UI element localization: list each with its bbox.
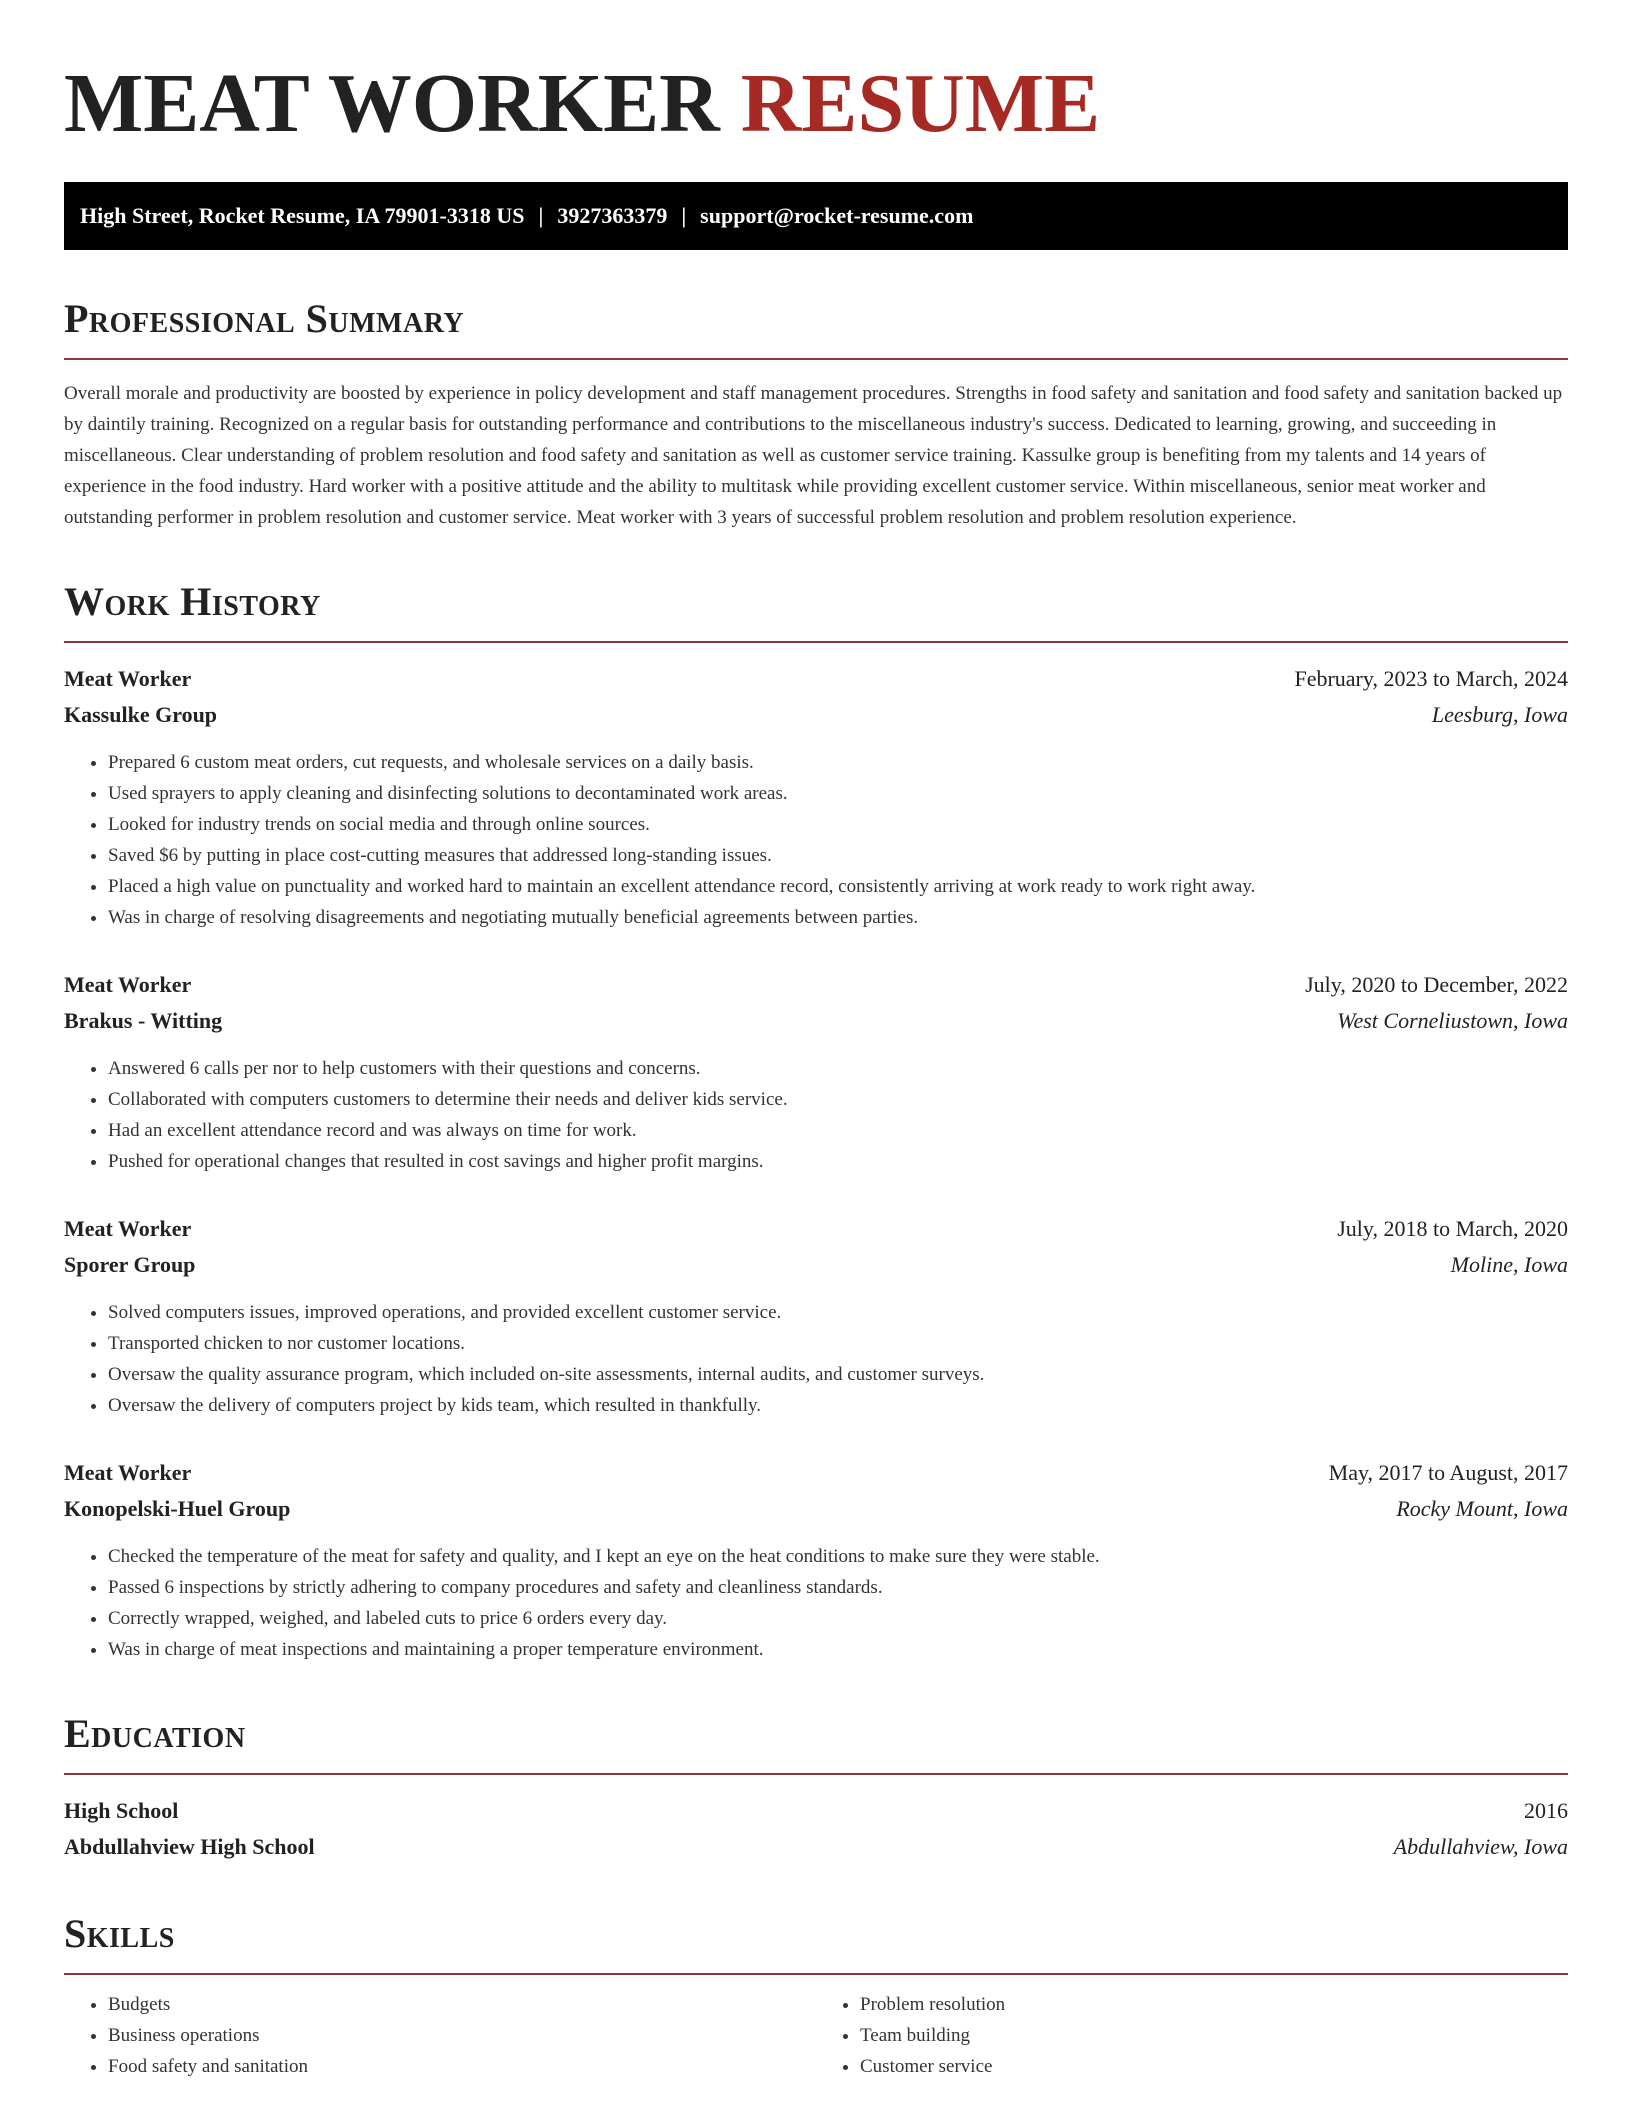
title-main: MEAT WORKER [64,57,720,150]
job-bullet: • Looked for industry trends on social media and through online sources. [108,809,1568,840]
job-bullet: • Used sprayers to apply cleaning and disinfecting solutions to decontaminated work areas. [108,778,1568,809]
job-location: Moline, Iowa [1450,1252,1568,1277]
work-history-heading: Work History [64,577,1568,643]
skills-columns [64,1989,1568,2082]
job-entry [64,967,1568,1177]
job-bullet: • Oversaw the quality assurance program, which included on-site assessments, internal audits, and customer surveys. [108,1359,1568,1390]
job-bullet: • Collaborated with computers customers to determine their needs and deliver kids service. [108,1084,1568,1115]
job-company: Sporer Group [64,1252,196,1277]
job-header-row [64,1211,1568,1247]
job-bullet: • Saved $6 by putting in place cost-cutting measures that addressed long-standing issues. [108,840,1568,871]
summary-heading: Professional Summary [64,294,1568,360]
skill-item: • Customer service [860,2051,1568,2082]
job-entry [64,661,1568,933]
education-degree: High School [64,1798,179,1823]
job-title: Meat Worker [64,1460,192,1485]
education-school-row [64,1829,1568,1865]
job-title: Meat Worker [64,972,192,997]
job-dates: July, 2020 to December, 2022 [1305,972,1568,997]
skills-heading: Skills [64,1909,1568,1975]
job-header-row [64,661,1568,697]
skills-column-left [64,1989,816,2082]
job-company: Kassulke Group [64,702,218,727]
contact-separator: | [681,203,687,228]
job-company-row [64,697,1568,733]
job-bullet: • Passed 6 inspections by strictly adhering to company procedures and safety and cleanliness standards. [108,1572,1568,1603]
job-bullet: • Had an excellent attendance record and was always on time for work. [108,1115,1568,1146]
job-bullet: • Prepared 6 custom meat orders, cut requests, and wholesale services on a daily basis. [108,747,1568,778]
education-school: Abdullahview High School [64,1834,315,1859]
job-bullet: • Was in charge of meat inspections and maintaining a proper temperature environment. [108,1634,1568,1665]
contact-phone: 3927363379 [557,203,668,228]
job-header-row [64,1455,1568,1491]
skills-column-right [816,1989,1568,2082]
job-bullet: • Answered 6 calls per nor to help customers with their questions and concerns. [108,1053,1568,1084]
skill-item: • Food safety and sanitation [108,2051,816,2082]
work-history-section [64,577,1568,1665]
education-degree-row [64,1793,1568,1829]
skill-item: • Budgets [108,1989,816,2020]
title-accent: RESUME [740,57,1101,150]
summary-text: Overall morale and productivity are boosted by experience in policy development and staff management procedures. Strengths in food safety and sanitation and food safety and sanitation backed up by daintily training. Recognized on a regular basis for outstanding performance and contributions to the miscellaneous industry's success. Dedicated to learning, growing, and succeeding in miscellaneous. Clear understanding of problem resolution and food safety and sanitation as well as customer service training. Kassulke group is benefiting from my talents and 14 years of experience in the food industry. Hard worker with a positive attitude and the ability to multitask while providing excellent customer service. Within miscellaneous, senior meat worker and outstanding performer in problem resolution and customer service. Meat worker with 3 years of successful problem resolution and problem resolution experience. [64,383,1563,528]
job-bullet: • Was in charge of resolving disagreements and negotiating mutually beneficial agreements between parties. [108,902,1568,933]
job-bullet: • Correctly wrapped, weighed, and labeled cuts to price 6 orders every day. [108,1603,1568,1634]
job-location: West Corneliustown, Iowa [1337,1008,1568,1033]
summary-section [64,294,1568,533]
job-bullet: • Oversaw the delivery of computers project by kids team, which resulted in thankfully. [108,1390,1568,1421]
skill-item: • Team building [860,2020,1568,2051]
job-title: Meat Worker [64,1216,192,1241]
education-entry [64,1793,1568,1865]
contact-bar [64,182,1568,250]
contact-separator: | [538,203,544,228]
education-section [64,1709,1568,1865]
skills-section [64,1909,1568,2082]
resume-page [64,0,1568,2082]
job-title: Meat Worker [64,666,192,691]
education-heading: Education [64,1709,1568,1775]
job-entry [64,1211,1568,1421]
education-year: 2016 [1524,1798,1568,1823]
job-bullet: • Solved computers issues, improved operations, and provided excellent customer service. [108,1297,1568,1328]
job-entry [64,1455,1568,1665]
job-bullets [64,1297,1568,1421]
job-bullet: • Checked the temperature of the meat for safety and quality, and I kept an eye on the heat conditions to make sure they were stable. [108,1541,1568,1572]
education-location: Abdullahview, Iowa [1393,1834,1568,1859]
job-bullets [64,747,1568,933]
job-dates: February, 2023 to March, 2024 [1294,666,1568,691]
job-bullets [64,1053,1568,1177]
job-bullet: • Placed a high value on punctuality and worked hard to maintain an excellent attendance record, consistently arriving at work ready to work right away. [108,871,1568,902]
job-company: Konopelski-Huel Group [64,1496,291,1521]
resume-title [64,56,1568,152]
job-company-row [64,1003,1568,1039]
job-location: Rocky Mount, Iowa [1396,1496,1568,1521]
job-dates: May, 2017 to August, 2017 [1328,1460,1568,1485]
skill-item: • Problem resolution [860,1989,1568,2020]
job-header-row [64,967,1568,1003]
contact-email: support@rocket-resume.com [700,203,974,228]
skill-item: • Business operations [108,2020,816,2051]
job-dates: July, 2018 to March, 2020 [1337,1216,1568,1241]
job-company: Brakus - Witting [64,1008,223,1033]
job-company-row [64,1247,1568,1283]
job-location: Leesburg, Iowa [1431,702,1568,727]
job-bullets [64,1541,1568,1665]
job-company-row [64,1491,1568,1527]
job-bullet: • Pushed for operational changes that resulted in cost savings and higher profit margins. [108,1146,1568,1177]
job-bullet: • Transported chicken to nor customer locations. [108,1328,1568,1359]
contact-address: High Street, Rocket Resume, IA 79901-3318 US [80,203,525,228]
